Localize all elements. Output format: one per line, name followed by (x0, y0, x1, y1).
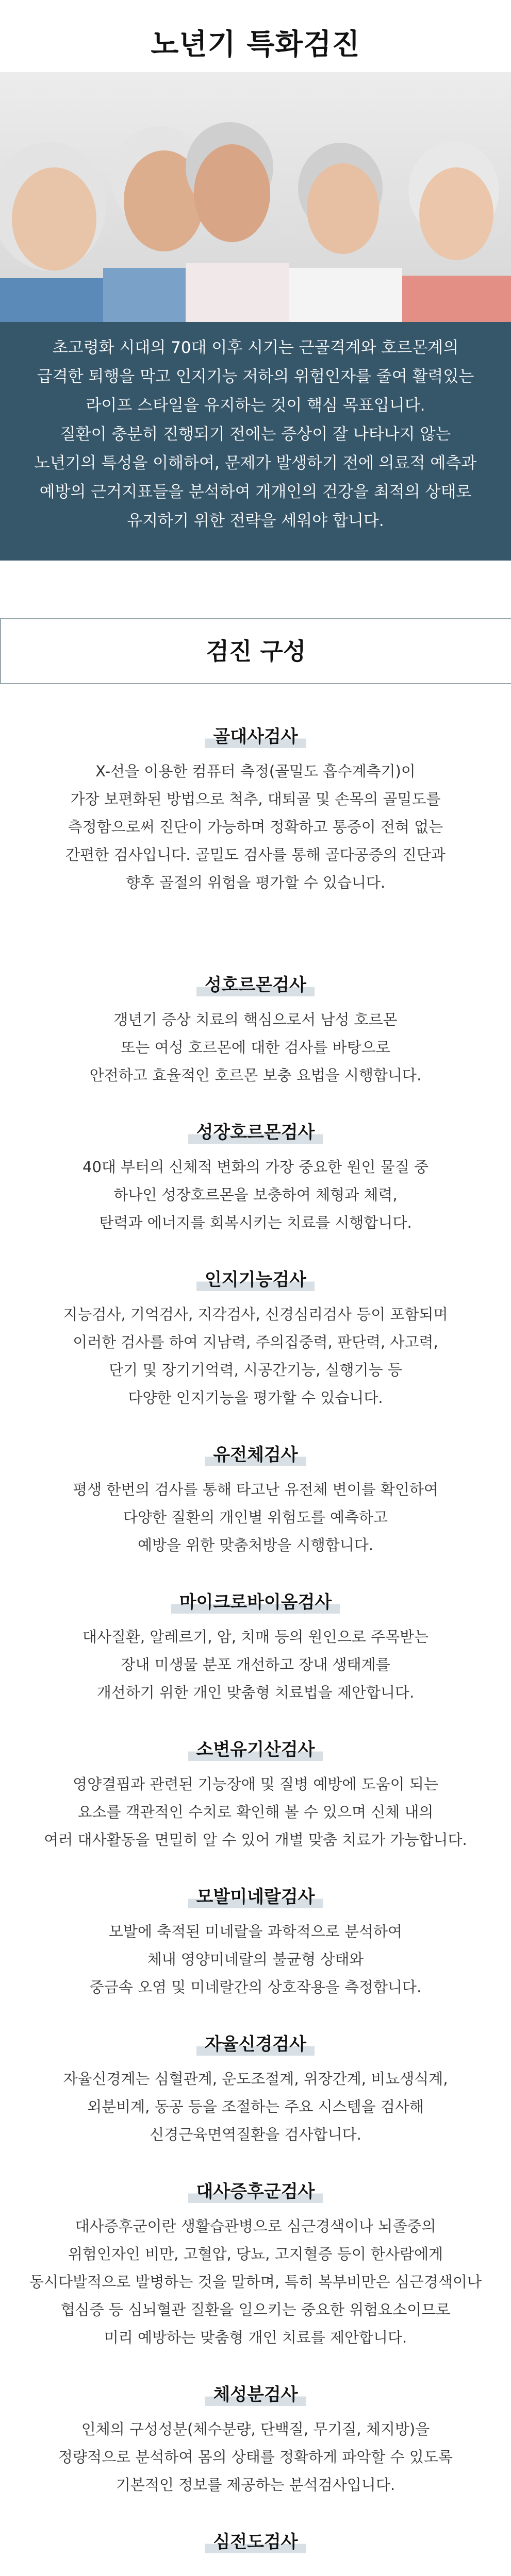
exam-description-line: 협심증 등 심뇌혈관 질환을 일으키는 중요한 위험요소이므로 (60, 2301, 451, 2318)
exam-item (0, 725, 511, 896)
exam-title: 대사증후군검사 (188, 2180, 323, 2203)
intro-text-box (0, 322, 511, 561)
exam-description-line: 다양한 인지기능을 평가할 수 있습니다. (128, 1389, 383, 1406)
intro-line: 노년기의 특성을 이해하여, 문제가 발생하기 전에 의료적 예측과 (34, 454, 477, 472)
intro-line: 초고령화 시대의 70대 이후 시기는 근골격계와 호르몬계의 (52, 338, 459, 357)
exam-item (0, 2383, 511, 2499)
exam-description (0, 1006, 511, 1089)
exam-description-line: 장내 미생물 분포 개선하고 장내 생태계를 (121, 1656, 390, 1673)
exam-title: 성장호르몬검사 (188, 1121, 323, 1144)
intro-line: 유지하기 위한 전략을 세워야 합니다. (127, 512, 384, 530)
exam-description-line: 대사증후군이란 생활습관병으로 심근경색이나 뇌졸중의 (75, 2217, 436, 2235)
exam-title: 자율신경검사 (196, 2033, 315, 2056)
exam-description-line: 향후 골절의 위험을 평가할 수 있습니다. (125, 874, 386, 891)
exam-item (0, 1121, 511, 1236)
exam-title: 체성분검사 (205, 2383, 306, 2406)
exam-item (0, 1444, 511, 1559)
exam-description (0, 1300, 511, 1412)
exam-description (0, 2212, 511, 2351)
exam-description-line: 다양한 질환의 개인별 위험도를 예측하고 (123, 1509, 388, 1526)
intro-line: 급격한 퇴행을 막고 인지기능 저하의 위험인자를 줄여 활력있는 (37, 367, 474, 386)
exam-item (0, 2531, 511, 2563)
exam-description-line: 개선하기 위한 개인 맞춤형 치료법을 제안합니다. (96, 1684, 415, 1701)
exam-description-line: 미리 예방하는 맞춤형 개인 치료를 제안합니다. (104, 2329, 407, 2346)
exam-description-line: 기본적인 정보를 제공하는 분석검사입니다. (116, 2476, 395, 2494)
section-title: 검진 구성 (0, 618, 511, 684)
exam-description-line: 평생 한번의 검사를 통해 타고난 유전체 변이를 확인하여 (73, 1481, 438, 1498)
exam-description-line: 안전하고 효율적인 호르몬 보충 요법을 시행합니다. (89, 1066, 422, 1084)
exam-description (0, 1623, 511, 1706)
exam-description-line: 측정함으로써 진단이 가능하며 정확하고 통증이 전혀 없는 (68, 818, 443, 836)
exam-description-line: 40대 부터의 신체적 변화의 가장 중요한 원인 물질 중 (83, 1158, 428, 1176)
exam-description (0, 1770, 511, 1854)
exam-item (0, 2180, 511, 2351)
intro-line: 라이프 스타일을 유지하는 것이 핵심 목표입니다. (86, 396, 425, 415)
exam-description-line: 동시다발적으로 발병하는 것을 말하며, 특히 복부비만은 심근경색이나 (29, 2273, 482, 2291)
exam-title: 마이크로바이옴검사 (171, 1591, 340, 1614)
exam-description-line: 지능검사, 기억검사, 지각검사, 신경심리검사 등이 포함되며 (63, 1306, 448, 1323)
hero-photo (0, 72, 511, 322)
exam-description-line: 가장 보편화된 방법으로 척추, 대퇴골 및 손목의 골밀도를 (70, 790, 441, 808)
exam-description-line: 갱년기 증상 치료의 핵심으로서 남성 호르몬 (113, 1011, 398, 1028)
exam-description-line: 위험인자인 비만, 고혈압, 당뇨, 고지혈증 등이 한사람에게 (68, 2245, 443, 2263)
exam-description-line: 요소를 객관적인 수치로 확인해 볼 수 있으며 신체 내의 (77, 1803, 434, 1821)
exam-item (0, 1738, 511, 1854)
exam-description (0, 2415, 511, 2499)
exam-description-line: 체내 영양미네랄의 불균형 상태와 (147, 1951, 364, 1968)
exam-description (0, 2065, 511, 2148)
exam-description-line: 또는 여성 호르몬에 대한 검사를 바탕으로 (121, 1039, 390, 1056)
exam-title: 모발미네랄검사 (188, 1886, 323, 1908)
smiling-seniors-photo (0, 72, 511, 322)
exam-description (0, 1153, 511, 1236)
exam-title: 소변유기산검사 (188, 1738, 323, 1761)
exam-list (0, 684, 511, 2563)
exam-title: 유전체검사 (205, 1444, 306, 1466)
exam-item (0, 1591, 511, 1706)
exam-description-line: 이러한 검사를 하여 지남력, 주의집중력, 판단력, 사고력, (73, 1333, 438, 1351)
exam-item (0, 1886, 511, 2001)
exam-description-line: 간편한 검사입니다. 골밀도 검사를 통해 골다공증의 진단과 (65, 846, 446, 863)
exam-description (0, 757, 511, 896)
exam-description-line: X-선을 이용한 컴퓨터 측정(골밀도 흡수계측기)이 (95, 762, 416, 780)
exam-item (0, 2033, 511, 2148)
exam-description-line: 단기 및 장기기억력, 시공간기능, 실행기능 등 (109, 1361, 402, 1379)
exam-description-line: 인체의 구성성분(체수분량, 단백질, 무기질, 체지방)을 (81, 2420, 430, 2438)
exam-description-line: 영양결핍과 관련된 기능장애 및 질병 예방에 도움이 되는 (73, 1775, 438, 1793)
exam-title: 성호르몬검사 (196, 974, 315, 996)
exam-description-line: 모발에 축적된 미네랄을 과학적으로 분석하여 (108, 1923, 403, 1940)
exam-description-line: 정량적으로 분석하여 몸의 상태를 정확하게 파악할 수 있도록 (58, 2448, 453, 2466)
exam-description-line: 중금속 오염 및 미네랄간의 상호작용을 측정합니다. (89, 1978, 422, 1996)
exam-description-line: 신경근육면역질환을 검사합니다. (150, 2126, 361, 2143)
exam-description (0, 1918, 511, 2001)
exam-description-line: 외분비계, 동공 등을 조절하는 주요 시스템을 검사해 (87, 2098, 424, 2115)
exam-item (0, 974, 511, 1089)
exam-item (0, 1268, 511, 1412)
intro-line: 예방의 근거지표들을 분석하여 개개인의 건강을 최적의 상태로 (39, 483, 472, 501)
exam-description-line: 대사질환, 알레르기, 암, 치매 등의 원인으로 주목받는 (82, 1628, 429, 1646)
intro-line: 질환이 충분히 진행되기 전에는 증상이 잘 나타나지 않는 (60, 425, 451, 444)
exam-description-line: 탄력과 에너지를 회복시키는 치료를 시행합니다. (99, 1214, 412, 1231)
exam-description (0, 1476, 511, 1559)
exam-title: 인지기능검사 (196, 1268, 315, 1291)
exam-description-line: 여러 대사활동을 면밀히 알 수 있어 개별 맞춤 치료가 가능합니다. (44, 1831, 467, 1849)
exam-title: 심전도검사 (205, 2531, 306, 2553)
page-title: 노년기 특화검진 (151, 28, 360, 61)
exam-description-line: 하나인 성장호르몬을 보충하여 체형과 체력, (113, 1186, 398, 1204)
exam-title: 골대사검사 (205, 725, 306, 748)
exam-description-line: 예방을 위한 맞춤처방을 시행합니다. (137, 1536, 374, 1554)
exam-description-line: 자율신경계는 심혈관계, 운도조절계, 위장간계, 비뇨생식계, (63, 2070, 448, 2088)
